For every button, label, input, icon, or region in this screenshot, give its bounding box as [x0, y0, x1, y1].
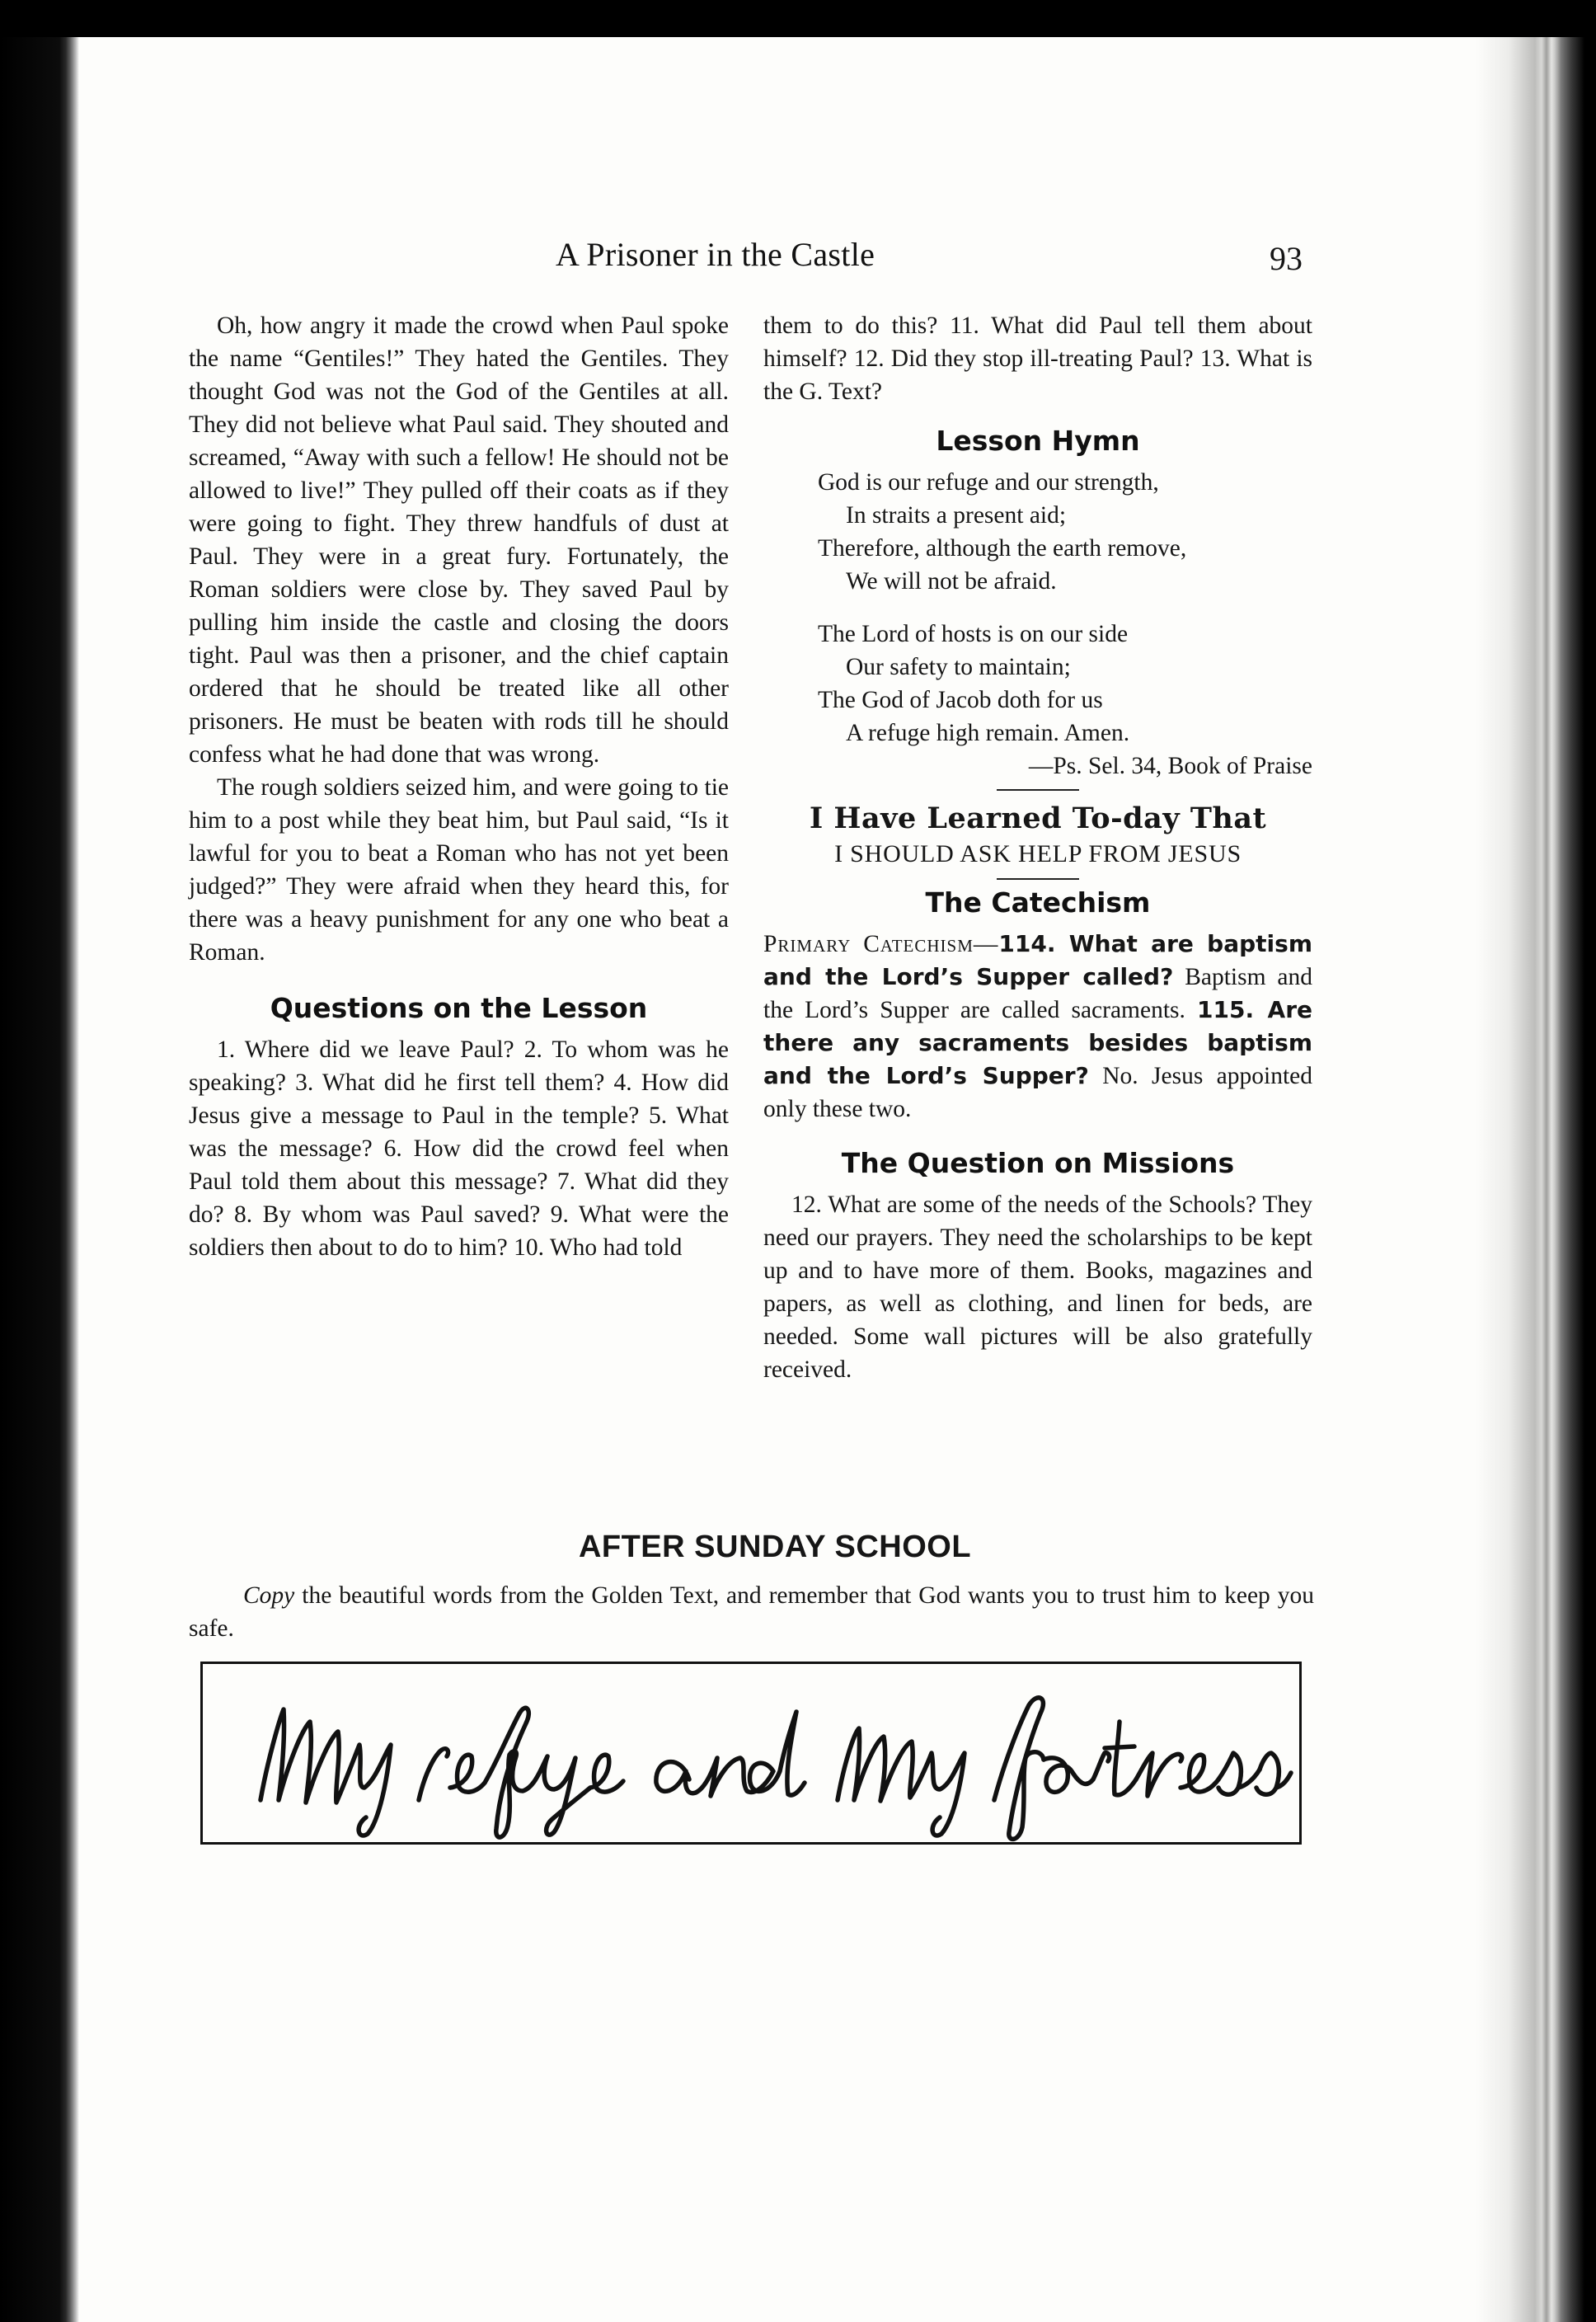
- learned-text: I SHOULD ASK HELP FROM JESUS: [834, 840, 1242, 867]
- right-column: [763, 309, 1312, 1386]
- hymn-title: Lesson Hymn: [936, 425, 1140, 457]
- story-paragraph: The rough soldiers seized him, and were going to tie him to a post while they beat him, but Paul said, “Is it lawful for you to beat a Roman who has not yet been judged?” They were afraid when they heard this, for there was a heavy punishment for any one who beat a Roman.: [189, 774, 729, 966]
- missions-text: 12. What are some of the needs of the Schools? They need our prayers. They need the scholarships to be kept up and to have more of them. Books, magazines and papers, as well as clothing, and linen for beds, are needed. Some wall pictures will be also gratefully received.: [763, 1192, 1312, 1383]
- after-school-title: AFTER SUNDAY SCHOOL: [578, 1530, 972, 1564]
- divider: [997, 789, 1079, 791]
- instruction-text: the beautiful words from the Golden Text, and remember that God wants you to trust him to keep you safe.: [189, 1582, 1315, 1642]
- handwriting-box: [200, 1662, 1302, 1845]
- questions-title: Questions on the Lesson: [270, 992, 648, 1024]
- questions-continued: them to do this? 11. What did Paul tell them about himself? 12. Did they stop ill-treating Paul? 13. What is the G. Text?: [763, 313, 1312, 405]
- page-edges: [1476, 37, 1596, 2322]
- copy-word: Copy: [243, 1582, 295, 1609]
- catechism-answer: Baptism and the Lord’s Supper are called sacraments.: [763, 964, 1313, 1023]
- catechism-question: 115. Are there any sacraments besides baptism and the Lord’s Supper?: [763, 996, 1313, 1089]
- scan-mark: [1294, 37, 1393, 54]
- hymn-line: The God of Jacob doth for us: [818, 687, 1103, 713]
- catechism-answer: No. Jesus appointed only these two.: [763, 1063, 1313, 1122]
- hymn-line: Our safety to maintain;: [846, 654, 1071, 680]
- left-column: [189, 309, 729, 1264]
- missions-title: The Question on Missions: [841, 1147, 1235, 1179]
- hymn-line: God is our refuge and our strength,: [818, 469, 1159, 496]
- catechism-question: 114. What are baptism and the Lord’s Supper called?: [763, 930, 1312, 990]
- catechism-text: [763, 928, 1312, 1126]
- hymn-stanza-2: [763, 618, 1312, 783]
- hymn-attribution: —Ps. Sel. 34, Book of Praise: [1028, 753, 1312, 779]
- handwriting-figure: [203, 1664, 1299, 1842]
- catechism-label: Primary Catechism—: [763, 931, 999, 957]
- hymn-line: Therefore, although the earth remove,: [818, 535, 1187, 562]
- hymn-line: We will not be afraid.: [846, 568, 1057, 595]
- hymn-stanza-1: [763, 466, 1312, 598]
- divider: [997, 878, 1079, 880]
- page-number: 93: [1270, 240, 1303, 277]
- learned-heading: I Have Learned To-day That: [809, 801, 1267, 835]
- catechism-title: The Catechism: [925, 886, 1151, 919]
- running-head: A Prisoner in the Castle: [556, 236, 875, 273]
- hymn-line: In straits a present aid;: [846, 502, 1067, 529]
- hymn-line: The Lord of hosts is on our side: [818, 621, 1129, 647]
- book-gutter: [0, 37, 79, 2322]
- story-paragraph: Oh, how angry it made the crowd when Paul spoke the name “Gentiles!” They hated the Gentiles. They thought God was not the God of the Gentiles at all. They did not believe what Paul said. They shouted and screamed, “Away with such a fellow! He should not be allowed to live!” They pulled off their coats as if they were going to fight. They threw handfuls of dust at Paul. They were in a great fury. Fortunately, the Roman soldiers were close by. They saved Paul by pulling him inside the castle and closing the doors tight. Paul was then a prisoner, and the chief captain ordered that he should be treated like all other prisoners. He must be beaten with rods till he should confess what he had done that was wrong.: [189, 313, 729, 768]
- hymn-line: A refuge high remain. Amen.: [846, 720, 1130, 746]
- questions-text: 1. Where did we leave Paul? 2. To whom was he speaking? 3. What did he first tell them? 4. How did Jesus give a message to Paul in the temple? 5. What was the message? 6. How did the crowd feel when Paul told them about this message? 7. What did they do? 8. By whom was Paul saved? 9. What were the soldiers then about to do to him? 10. Who had told: [189, 1036, 729, 1261]
- after-school-instructions: [189, 1579, 1314, 1645]
